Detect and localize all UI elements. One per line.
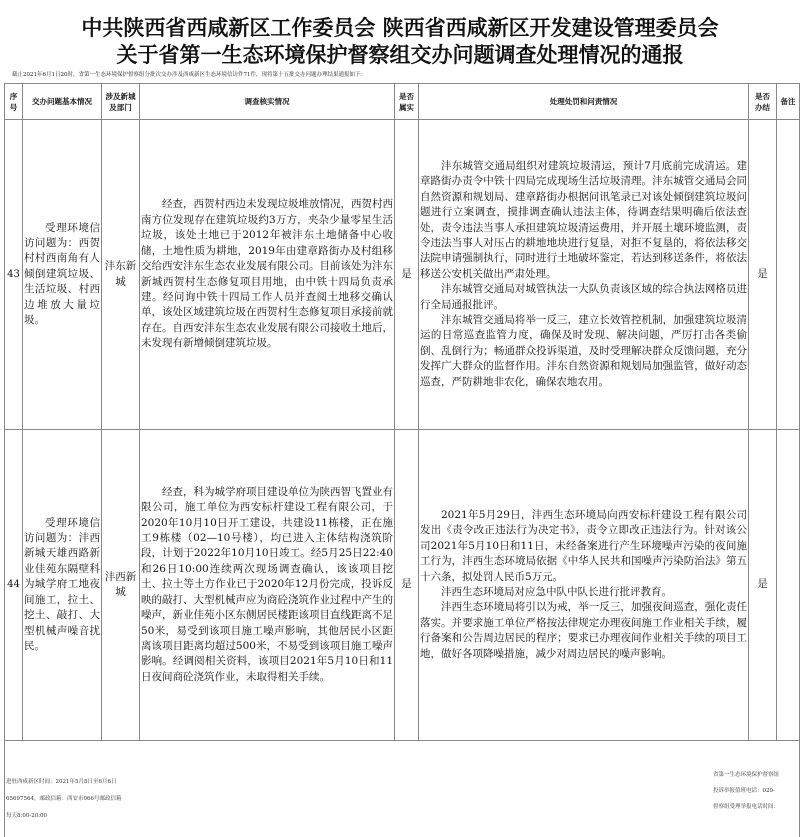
col-header-seq: 序号 <box>9 91 18 112</box>
intro-text: 截止2021年6月1日20时，省第一生态环境保护督察组分批次交办涉及西咸新区生态环境信访件71件，现将第十五批交办问题办理结果通报如下： <box>12 72 366 78</box>
investigation-text: 经查，西贺村西边未发现垃圾堆放情况，西贺村西南方位发现存在建筑垃圾约3万方，夹杂少量零星生活垃圾，该处土地已于2012年被沣东土地储备中心收储，土地性质为耕地，2019年由建章路街办及村组移交给西安沣东生态农业发展有限公司。目前该处为沣东新城西贺村生态修复项目用地，由中铁十四局负责承建。经问询中铁十四局工作人员并查阅土地移交确认单，该处区域建筑垃圾在西贺村生态修复项目承接前就存在。自西安沣东生态农业发展有限公司接收土地后，未发现有新增倾倒建筑垃圾。 <box>141 198 393 350</box>
handling-paragraph: 沣西生态环境局将引以为戒，举一反三，加强夜间巡查，强化责任落实。并要求施工单位严格按法律规定办理夜间施工作业相关手续，履行备案和公告周边居民的程序；要求已办理夜间作业相关手续的项目工地，做好各项降噪措施，减少对周边居民的噪声影响。 <box>420 601 747 660</box>
col-header-issue: 交办问题基本情况 <box>32 97 92 106</box>
row-verified: 是 <box>401 267 412 280</box>
col-header-investigation: 调查核实情况 <box>244 97 290 106</box>
footer-left-line: 每天8:00-20:00 <box>6 813 48 819</box>
handling-paragraph: 沣西生态环境局对应急中队中队长进行批评教育。 <box>441 586 672 598</box>
handling-paragraph: 2021年5月29日，沣西生态环境局向西安标杆建设工程有限公司发出《责令改正违法行为决定书》，责令立即改正违法行为。针对该公司2021年5月10日和11日，未经备案进行产生环境噪声污染的夜间施工行为，沣西生态环境局依据《中华人民共和国噪声污染防治法》第五十六条，拟处罚人民币5万元。 <box>420 508 747 583</box>
footer-left-line: 65697564，邮政信箱：西安市066号邮政信箱 <box>6 796 122 802</box>
row-investigation <box>141 430 393 740</box>
row-issue <box>24 430 100 740</box>
row-closed: 是 <box>757 267 768 280</box>
investigation-text: 经查，科为城学府项目建设单位为陕西智飞置业有限公司，施工单位为西安标杆建设工程有限公司，于2020年10月10日开工建设，共建设11栋楼，正在施工9栋楼（02—10号楼），均已进入主体结构浇筑阶段，计划于2022年10月10日竣工。经5月25日22:40和26日10:00连续两次现场调查确认，该该项目挖土、拉土等土方作业已于2020年12月份完成，投诉反映的敲打、大型机械声应为商砼浇筑作业过程中产生的噪声，新业佳苑小区东侧居民楼距该项目直线距离不足50米，易受到该项目施工噪声影响，其他居民小区距离该项目距离均超过500米，不易受到该项目施工噪声影响。经调阅相关资料，该项目2021年5月10日和11日夜间商砼浇筑作业，未取得相关手续。 <box>141 485 393 683</box>
grid-line <box>22 83 23 740</box>
row-investigation <box>141 120 393 429</box>
col-header-closed: 是否办结 <box>755 91 770 112</box>
handling-paragraph: 沣东城管交通局将举一反三，建立长效管控机制，加强建筑垃圾清运的日常巡查监管力度，确保及时发现、解决问题，严厉打击各类偷倒、乱倒行为；畅通群众投诉渠道，及时受理解决群众反馈问题，充分发挥广大群众的监督作用。沣东自然资源和规划局加强监管，做好动态巡查，严防耕地非农化，确保农地农用。 <box>420 314 747 388</box>
col-header-dept: 涉及新城及部门 <box>105 91 136 112</box>
footer-right-line: 督察组受理举报电话时间： <box>713 804 780 810</box>
row-remarks <box>777 430 799 740</box>
col-header-handling: 处理处罚和问责情况 <box>549 97 618 106</box>
title-line-1: 中共陕西省西咸新区工作委员会 陕西省西咸新区开发建设管理委员会 <box>81 15 719 40</box>
row-seq: 44 <box>7 579 20 591</box>
row-closed: 是 <box>757 578 768 591</box>
handling-paragraph: 沣东城管交通局对城管执法一大队负责该区域的综合执法网格员进行全局通报批评。 <box>420 283 747 311</box>
grid-line <box>418 83 419 740</box>
row-dept: 沣东新城 <box>104 260 137 288</box>
row-verified: 是 <box>401 578 412 591</box>
grid-line <box>101 83 102 740</box>
row-seq: 43 <box>7 268 20 280</box>
row-issue <box>24 120 100 429</box>
footer-right-line: 投诉举报值班电话：029- <box>713 788 775 794</box>
row-handling <box>420 120 747 429</box>
grid-line <box>139 83 140 740</box>
grid-line <box>4 740 800 741</box>
issue-text: 受理环境信访问题为：西贺村村西南角有人倾倒建筑垃圾、生活垃圾、村西边堆放大量垃圾。 <box>24 221 100 327</box>
handling-paragraph: 沣东城管交通局组织对建筑垃圾清运，预计7月底前完成清运。建章路街办责令中铁十四局完成现场生活垃圾清理。沣东城管交通局会同自然资源和规划局、建章路街办根据问讯笔录已对该处倾倒建筑垃圾问题进行立案调查，摸排调查确认违法主体，待调查结果明确后依法查处，责令违法当事人承担建筑垃圾清运费用，并开展土壤环境监测，责令违法当事人对压占的耕地地块进行复垦，对拒不复垦的，将依法移交法院申请强制执行，同时进行土地破坏鉴定，若达到移送条件，将依法移送公安机关做出严肃处理。 <box>420 159 747 280</box>
footer-right-line: 省第一生态环境保护督察组 <box>713 772 780 778</box>
issue-text: 受理环境信访问题为：沣西新城天雄西路新业佳苑东隔壁科为城学府工地夜间施工，拉土、挖土、敲打、大型机械声噪音扰民。 <box>24 516 100 652</box>
col-header-verified: 是否属实 <box>399 91 414 112</box>
row-handling <box>420 430 747 740</box>
row-dept: 沣西新城 <box>104 570 137 598</box>
title-line-2: 关于省第一生态环境保护督察组交办问题调查处理情况的通报 <box>116 42 684 67</box>
row-remarks <box>777 120 799 429</box>
col-header-remarks: 备注 <box>780 97 796 106</box>
footer-left-line: 进驻西咸新区时间：2021年5月8日至6月6日 <box>6 779 117 785</box>
